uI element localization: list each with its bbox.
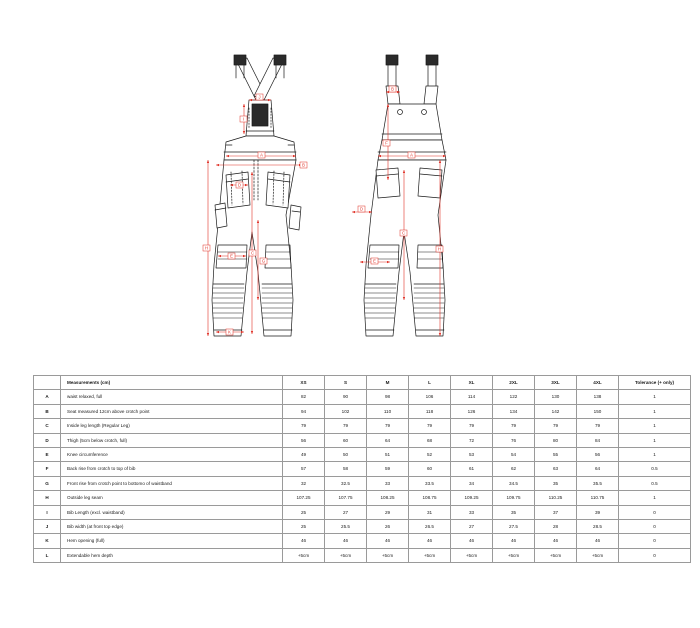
row-value-xs: 46 [283, 534, 325, 548]
row-tolerance: 1 [619, 404, 691, 418]
row-tolerance: 0 [619, 520, 691, 534]
row-key: B [34, 404, 61, 418]
row-value-4xl: 79 [577, 419, 619, 433]
row-value-4xl: 84 [577, 433, 619, 447]
row-value-l: 118 [409, 404, 451, 418]
svg-text:H: H [204, 245, 209, 251]
row-value-2xl: 79 [493, 419, 535, 433]
row-value-l: 60 [409, 462, 451, 476]
row-tolerance: 1 [619, 448, 691, 462]
table-header-row [34, 376, 691, 390]
header-size-xl: XL [451, 376, 493, 390]
row-value-2xl: +5cm [493, 548, 535, 562]
row-value-3xl: 55 [535, 448, 577, 462]
row-value-xs: 25 [283, 505, 325, 519]
row-value-xs: 107.25 [283, 491, 325, 505]
row-value-2xl: 54 [493, 448, 535, 462]
row-value-2xl: 122 [493, 390, 535, 404]
row-value-s: 90 [325, 390, 367, 404]
row-value-xs: 82 [283, 390, 325, 404]
row-value-m: 64 [367, 433, 409, 447]
header-size-3xl: 3XL [535, 376, 577, 390]
row-value-m: 110 [367, 404, 409, 418]
row-value-2xl: 27.5 [493, 520, 535, 534]
row-value-xs: 57 [283, 462, 325, 476]
row-value-m: 26 [367, 520, 409, 534]
svg-text:B: B [391, 86, 394, 92]
table-row [34, 520, 691, 534]
row-value-3xl: 46 [535, 534, 577, 548]
row-description: Bib Length (excl. waistband) [61, 505, 283, 519]
row-value-l: 33.5 [409, 476, 451, 490]
row-value-xs: 94 [283, 404, 325, 418]
row-value-l: 46 [409, 534, 451, 548]
measurement-table [33, 375, 691, 563]
row-key: D [34, 433, 61, 447]
row-value-xl: 126 [451, 404, 493, 418]
table-row [34, 534, 691, 548]
row-description: Inside leg length (Regular Leg) [61, 419, 283, 433]
row-tolerance: 1 [619, 433, 691, 447]
row-tolerance: 1 [619, 390, 691, 404]
row-value-xl: 114 [451, 390, 493, 404]
table-row [34, 491, 691, 505]
svg-text:K: K [228, 329, 231, 335]
row-value-s: 79 [325, 419, 367, 433]
row-value-l: 68 [409, 433, 451, 447]
row-tolerance: 0 [619, 505, 691, 519]
svg-text:H: H [437, 246, 442, 252]
row-description: waist relaxed, full [61, 390, 283, 404]
row-value-xl: +5cm [451, 548, 493, 562]
row-tolerance: 0.5 [619, 476, 691, 490]
row-value-l: 52 [409, 448, 451, 462]
svg-text:J: J [258, 94, 261, 100]
row-value-4xl: 110.75 [577, 491, 619, 505]
row-key: L [34, 548, 61, 562]
row-value-4xl: +5cm [577, 548, 619, 562]
row-value-s: +5cm [325, 548, 367, 562]
row-value-3xl: +5cm [535, 548, 577, 562]
row-value-s: 60 [325, 433, 367, 447]
row-value-s: 32.5 [325, 476, 367, 490]
row-value-xl: 53 [451, 448, 493, 462]
svg-text:A: A [410, 152, 413, 158]
row-value-2xl: 46 [493, 534, 535, 548]
row-value-xl: 79 [451, 419, 493, 433]
row-value-3xl: 35 [535, 476, 577, 490]
svg-text:D: D [237, 182, 242, 188]
svg-text:C: C [401, 230, 406, 236]
svg-text:B: B [302, 162, 305, 168]
row-value-4xl: 28.5 [577, 520, 619, 534]
row-value-2xl: 109.75 [493, 491, 535, 505]
row-value-xl: 72 [451, 433, 493, 447]
row-value-2xl: 35 [493, 505, 535, 519]
row-key: C [34, 419, 61, 433]
header-size-2xl: 2XL [493, 376, 535, 390]
row-description: Bib width (at front top edge) [61, 520, 283, 534]
table-row [34, 419, 691, 433]
row-value-m: +5cm [367, 548, 409, 562]
row-value-xs: 25 [283, 520, 325, 534]
row-value-m: 98 [367, 390, 409, 404]
row-value-l: 106 [409, 390, 451, 404]
row-key: J [34, 520, 61, 534]
svg-text:A: A [260, 152, 263, 158]
svg-text:E: E [373, 258, 376, 264]
row-description: Hem opening (full) [61, 534, 283, 548]
row-value-s: 25.5 [325, 520, 367, 534]
row-value-3xl: 142 [535, 404, 577, 418]
row-value-m: 59 [367, 462, 409, 476]
row-key: G [34, 476, 61, 490]
row-value-4xl: 56 [577, 448, 619, 462]
row-value-xs: 32 [283, 476, 325, 490]
header-key [34, 376, 61, 390]
row-value-s: 58 [325, 462, 367, 476]
header-tolerance: Tolerance (+ only) [619, 376, 691, 390]
row-tolerance: 0 [619, 548, 691, 562]
row-value-s: 50 [325, 448, 367, 462]
row-value-m: 79 [367, 419, 409, 433]
header-size-xs: XS [283, 376, 325, 390]
row-tolerance: 0.5 [619, 462, 691, 476]
table-row [34, 462, 691, 476]
header-measurements: Measurements (cm) [61, 376, 283, 390]
row-description: Seat measured 12cm above crotch point [61, 404, 283, 418]
row-value-xl: 27 [451, 520, 493, 534]
back-view [364, 55, 446, 336]
row-tolerance: 1 [619, 491, 691, 505]
svg-text:F: F [385, 140, 388, 146]
header-size-m: M [367, 376, 409, 390]
row-value-3xl: 28 [535, 520, 577, 534]
row-value-3xl: 130 [535, 390, 577, 404]
row-value-xs: 56 [283, 433, 325, 447]
row-value-xl: 33 [451, 505, 493, 519]
row-value-l: 108.75 [409, 491, 451, 505]
row-value-m: 46 [367, 534, 409, 548]
row-value-4xl: 150 [577, 404, 619, 418]
row-value-l: +5cm [409, 548, 451, 562]
row-value-4xl: 64 [577, 462, 619, 476]
svg-text:E: E [230, 253, 233, 259]
svg-text:D: D [359, 206, 364, 212]
row-value-3xl: 63 [535, 462, 577, 476]
row-value-4xl: 35.5 [577, 476, 619, 490]
row-value-s: 102 [325, 404, 367, 418]
row-value-m: 29 [367, 505, 409, 519]
row-description: Back rise from crotch to top of bib [61, 462, 283, 476]
row-value-4xl: 39 [577, 505, 619, 519]
row-value-xl: 46 [451, 534, 493, 548]
row-value-3xl: 79 [535, 419, 577, 433]
row-key: F [34, 462, 61, 476]
row-value-3xl: 80 [535, 433, 577, 447]
row-key: H [34, 491, 61, 505]
row-value-s: 46 [325, 534, 367, 548]
row-value-l: 31 [409, 505, 451, 519]
table-row [34, 433, 691, 447]
row-description: Outside leg seam [61, 491, 283, 505]
table-row [34, 505, 691, 519]
row-tolerance: 1 [619, 419, 691, 433]
row-value-2xl: 134 [493, 404, 535, 418]
row-value-m: 108.25 [367, 491, 409, 505]
row-value-m: 33 [367, 476, 409, 490]
row-description: Thigh (5cm below crotch, full) [61, 433, 283, 447]
row-value-2xl: 76 [493, 433, 535, 447]
row-value-l: 26.5 [409, 520, 451, 534]
header-size-4xl: 4XL [577, 376, 619, 390]
row-description: Knee circumference [61, 448, 283, 462]
table-row [34, 404, 691, 418]
row-value-xl: 34 [451, 476, 493, 490]
row-value-xl: 109.25 [451, 491, 493, 505]
row-value-xs: 79 [283, 419, 325, 433]
table-row [34, 548, 691, 562]
row-value-m: 51 [367, 448, 409, 462]
row-value-4xl: 138 [577, 390, 619, 404]
row-value-xs: +5cm [283, 548, 325, 562]
row-value-s: 107.75 [325, 491, 367, 505]
table-row [34, 390, 691, 404]
header-size-s: S [325, 376, 367, 390]
table-row [34, 476, 691, 490]
row-value-l: 79 [409, 419, 451, 433]
row-value-s: 27 [325, 505, 367, 519]
row-key: A [34, 390, 61, 404]
row-value-3xl: 110.25 [535, 491, 577, 505]
measurement-table-wrapper [33, 375, 675, 563]
row-tolerance: 0 [619, 534, 691, 548]
row-key: E [34, 448, 61, 462]
row-value-3xl: 37 [535, 505, 577, 519]
table-row [34, 448, 691, 462]
row-value-4xl: 46 [577, 534, 619, 548]
row-key: I [34, 505, 61, 519]
row-value-2xl: 62 [493, 462, 535, 476]
row-description: Extendable hem depth [61, 548, 283, 562]
row-value-xs: 49 [283, 448, 325, 462]
row-value-2xl: 34.5 [493, 476, 535, 490]
row-key: K [34, 534, 61, 548]
svg-text:C: C [250, 250, 255, 256]
svg-text:G: G [261, 258, 266, 264]
row-value-xl: 61 [451, 462, 493, 476]
header-size-l: L [409, 376, 451, 390]
row-description: Front rise from crotch point to bottomo of waistband [61, 476, 283, 490]
svg-text:I: I [242, 116, 245, 122]
